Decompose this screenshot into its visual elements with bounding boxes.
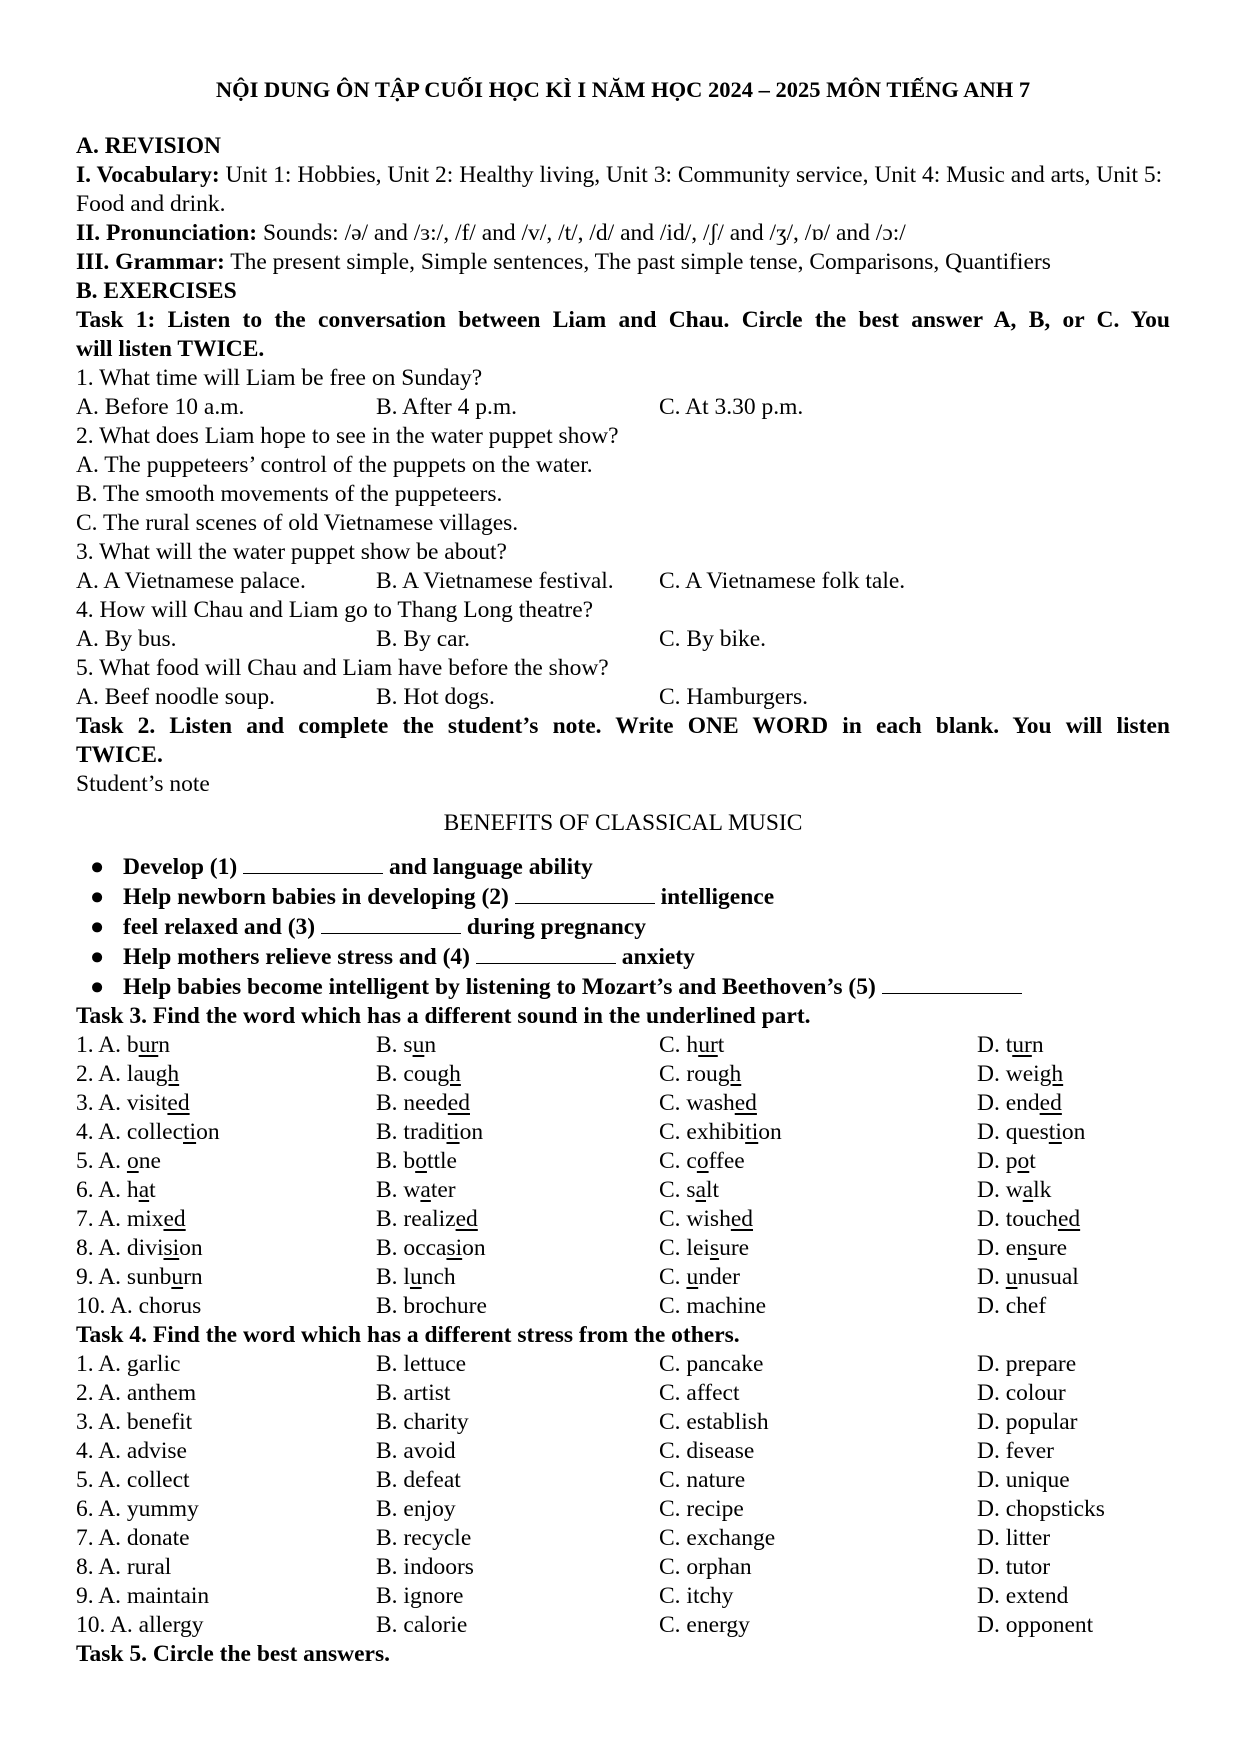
option-d[interactable]: D. prepare <box>977 1351 1077 1377</box>
blank-5[interactable] <box>882 975 1022 994</box>
task3-question-row <box>76 1205 1170 1234</box>
option-b[interactable]: B. realized <box>376 1206 478 1232</box>
task1-options-1 <box>76 393 1170 422</box>
underlined-part: ed <box>167 1090 190 1116</box>
task4-question-row <box>76 1524 1170 1553</box>
worksheet-page <box>76 68 1170 1669</box>
option-b[interactable]: B. tradition <box>376 1119 484 1145</box>
option-c[interactable]: C. hurt <box>659 1032 725 1058</box>
option-d[interactable]: D. touched <box>977 1206 1081 1232</box>
option-a[interactable]: 1. A. garlic <box>76 1351 181 1377</box>
task1-question-5: 5. What food will Chau and Liam have before the show? <box>76 655 609 681</box>
task4-question-row <box>76 1466 1170 1495</box>
note-bullet: ● Develop (1) and language ability <box>90 854 593 880</box>
underlined-part: u <box>171 1264 184 1290</box>
option-d[interactable]: D. chef <box>977 1293 1047 1319</box>
task4-question-row <box>76 1350 1170 1379</box>
option-c[interactable]: C. affect <box>659 1380 740 1406</box>
task4-question-row <box>76 1495 1170 1524</box>
option-c[interactable]: C. exhibition <box>659 1119 782 1145</box>
option-b[interactable]: B. defeat <box>376 1467 461 1493</box>
option-b[interactable]: B. Hot dogs. <box>376 684 495 710</box>
underlined-part: si <box>163 1235 180 1261</box>
option-a[interactable]: 9. A. maintain <box>76 1583 210 1609</box>
option-a[interactable]: 7. A. mixed <box>76 1206 186 1232</box>
underlined-part: ur <box>138 1032 159 1058</box>
option-c[interactable]: C. under <box>659 1264 740 1290</box>
option-b[interactable]: B. enjoy <box>376 1496 456 1522</box>
option-d[interactable]: D. turn <box>977 1032 1044 1058</box>
option-b[interactable]: B. artist <box>376 1380 451 1406</box>
task1-options-4 <box>76 625 1170 654</box>
pronunciation-label: II. Pronunciation: <box>76 220 258 246</box>
option-a[interactable]: 5. A. collect <box>76 1467 190 1493</box>
option-c[interactable]: C. orphan <box>659 1554 752 1580</box>
task2-heading-line1: Task 2. Listen and complete the student’s note. Write ONE WORD in each blank. You will listen <box>76 713 1170 739</box>
grammar-label: III. Grammar: <box>76 249 225 275</box>
bullet-icon: ● <box>90 884 105 910</box>
option-b[interactable]: B. lunch <box>376 1264 456 1290</box>
blank-1[interactable] <box>243 855 383 874</box>
option-a[interactable]: A. The puppeteers’ control of the puppets on the water. <box>76 452 593 478</box>
option-b[interactable]: B. lettuce <box>376 1351 467 1377</box>
underlined-part: ur <box>698 1032 718 1058</box>
option-d[interactable]: D. extend <box>977 1583 1069 1609</box>
option-c[interactable]: C. coffee <box>659 1148 745 1174</box>
section-b-heading: B. EXERCISES <box>76 278 237 304</box>
option-c[interactable]: C. At 3.30 p.m. <box>659 394 804 420</box>
option-c[interactable]: C. exchange <box>659 1525 776 1551</box>
vocabulary-text: Unit 1: Hobbies, Unit 2: Healthy living, Unit 3: Community service, Unit 4: Music and arts, Unit 5: Food and drink. <box>76 162 1163 217</box>
bullet-icon: ● <box>90 944 105 970</box>
option-a[interactable]: A. A Vietnamese palace. <box>76 568 306 594</box>
task3-question-row <box>76 1263 1170 1292</box>
underlined-part: gh <box>717 1061 742 1087</box>
task4-question-list <box>76 1350 1170 1640</box>
option-a[interactable]: 9. A. sunburn <box>76 1264 203 1290</box>
underlined-part: ur <box>1012 1032 1032 1058</box>
option-c[interactable]: C. salt <box>659 1177 720 1203</box>
task5-heading: Task 5. Circle the best answers. <box>76 1641 390 1667</box>
option-c[interactable]: C. A Vietnamese folk tale. <box>659 568 906 594</box>
option-d[interactable]: D. walk <box>977 1177 1052 1203</box>
option-b[interactable]: B. charity <box>376 1409 469 1435</box>
bullet-icon: ● <box>90 854 105 880</box>
underlined-part: ti <box>745 1119 759 1145</box>
option-d[interactable]: D. ensure <box>977 1235 1068 1261</box>
underlined-part: s <box>1027 1235 1038 1261</box>
blank-3[interactable] <box>321 915 461 934</box>
task4-question-row <box>76 1553 1170 1582</box>
underlined-part: ed <box>447 1090 470 1116</box>
option-c[interactable]: C. disease <box>659 1438 755 1464</box>
task1-heading-line2: will listen TWICE. <box>76 336 265 362</box>
option-b[interactable]: B. calorie <box>376 1612 468 1638</box>
pronunciation-text: Sounds: /ə/ and /ɜ:/, /f/ and /v/, /t/, /d/ and /id/, /ʃ/ and /ʒ/, /ɒ/ and /ɔ:/ <box>257 220 906 246</box>
pronunciation-line <box>76 219 1170 248</box>
option-a[interactable]: 8. A. rural <box>76 1554 172 1580</box>
option-a[interactable]: 5. A. one <box>76 1148 161 1174</box>
task1-options-5 <box>76 683 1170 712</box>
task1-question-4: 4. How will Chau and Liam go to Thang Long theatre? <box>76 597 594 623</box>
option-a[interactable]: 10. A. allergy <box>76 1612 204 1638</box>
option-b[interactable]: B. avoid <box>376 1438 456 1464</box>
option-c[interactable]: C. wished <box>659 1206 754 1232</box>
option-c[interactable]: C. The rural scenes of old Vietnamese villages. <box>76 510 519 536</box>
option-a[interactable]: 4. A. collection <box>76 1119 220 1145</box>
task2-heading-line2: TWICE. <box>76 742 163 768</box>
underlined-part: u <box>1005 1264 1018 1290</box>
vocabulary-label: I. Vocabulary: <box>76 162 220 188</box>
option-b[interactable]: B. sun <box>376 1032 437 1058</box>
task3-question-row <box>76 1031 1170 1060</box>
option-b[interactable]: B. indoors <box>376 1554 474 1580</box>
option-b[interactable]: B. bottle <box>376 1148 457 1174</box>
option-c[interactable]: C. washed <box>659 1090 757 1116</box>
grammar-text: The present simple, Simple sentences, The past simple tense, Comparisons, Quantifiers <box>224 249 1051 275</box>
option-d[interactable]: D. ended <box>977 1090 1062 1116</box>
option-c[interactable]: C. rough <box>659 1061 742 1087</box>
option-a[interactable]: 2. A. anthem <box>76 1380 197 1406</box>
option-d[interactable]: D. question <box>977 1119 1086 1145</box>
task3-question-row <box>76 1292 1170 1321</box>
task3-heading: Task 3. Find the word which has a different sound in the underlined part. <box>76 1003 811 1029</box>
underlined-part: u <box>409 1264 422 1290</box>
blank-2[interactable] <box>515 885 655 904</box>
bullet-icon: ● <box>90 914 105 940</box>
option-a[interactable]: 1. A. burn <box>76 1032 171 1058</box>
option-b[interactable]: B. By car. <box>376 626 470 652</box>
option-b[interactable]: B. The smooth movements of the puppeteers. <box>76 481 503 507</box>
option-b[interactable]: B. A Vietnamese festival. <box>376 568 614 594</box>
underlined-part: ti <box>183 1119 197 1145</box>
underlined-part: ti <box>1048 1119 1062 1145</box>
task4-question-row <box>76 1408 1170 1437</box>
task3-question-row <box>76 1118 1170 1147</box>
note-bullet: ● Help babies become intelligent by listening to Mozart’s and Beethoven’s (5) <box>76 972 1170 1002</box>
task1-question-1: 1. What time will Liam be free on Sunday? <box>76 365 483 391</box>
option-a[interactable]: 4. A. advise <box>76 1438 187 1464</box>
option-a[interactable]: A. By bus. <box>76 626 177 652</box>
underlined-part: ti <box>446 1119 460 1145</box>
option-c[interactable]: C. itchy <box>659 1583 734 1609</box>
section-a-heading: A. REVISION <box>76 133 221 159</box>
underlined-part: ed <box>1039 1090 1062 1116</box>
note-title: BENEFITS OF CLASSICAL MUSIC <box>443 810 803 836</box>
option-d[interactable]: D. weigh <box>977 1061 1064 1087</box>
option-c[interactable]: C. leisure <box>659 1235 750 1261</box>
option-b[interactable]: B. recycle <box>376 1525 472 1551</box>
task1-question-3: 3. What will the water puppet show be about? <box>76 539 507 565</box>
option-d[interactable]: D. unusual <box>977 1264 1079 1290</box>
bullet-icon: ● <box>90 974 105 1000</box>
option-d[interactable]: D. popular <box>977 1409 1078 1435</box>
task3-question-row <box>76 1147 1170 1176</box>
option-a[interactable]: 6. A. hat <box>76 1177 156 1203</box>
option-b[interactable]: B. occasion <box>376 1235 486 1261</box>
underlined-part: ed <box>1057 1206 1081 1232</box>
option-b[interactable]: B. After 4 p.m. <box>376 394 517 420</box>
option-b[interactable]: B. cough <box>376 1061 461 1087</box>
task1-question-2: 2. What does Liam hope to see in the water puppet show? <box>76 423 619 449</box>
task3-question-row <box>76 1176 1170 1205</box>
option-d[interactable]: D. fever <box>977 1438 1054 1464</box>
underlined-part: gh <box>155 1061 180 1087</box>
underlined-part: o <box>126 1148 139 1174</box>
underlined-part: s <box>709 1235 720 1261</box>
option-c[interactable]: C. Hamburgers. <box>659 684 809 710</box>
option-a[interactable]: 6. A. yummy <box>76 1496 199 1522</box>
underlined-part: u <box>686 1264 699 1290</box>
option-d[interactable]: D. unique <box>977 1467 1070 1493</box>
option-a[interactable]: 3. A. visited <box>76 1090 190 1116</box>
option-a[interactable]: 8. A. division <box>76 1235 203 1261</box>
underlined-part: a <box>695 1177 707 1203</box>
option-d[interactable]: D. opponent <box>977 1612 1094 1638</box>
underlined-part: ed <box>163 1206 186 1232</box>
page-title: NỘI DUNG ÔN TẬP CUỐI HỌC KÌ I NĂM HỌC 2024 – 2025 MÔN TIẾNG ANH 7 <box>215 77 1031 102</box>
option-b[interactable]: B. brochure <box>376 1293 487 1319</box>
option-b[interactable]: B. water <box>376 1177 456 1203</box>
option-d[interactable]: D. litter <box>977 1525 1051 1551</box>
task3-question-list <box>76 1031 1170 1321</box>
blank-4[interactable] <box>476 945 616 964</box>
vocabulary-line <box>76 161 1170 219</box>
option-d[interactable]: D. chopsticks <box>977 1496 1105 1522</box>
option-c[interactable]: C. machine <box>659 1293 767 1319</box>
underlined-part: gh <box>437 1061 461 1087</box>
note-bullet: ● Help newborn babies in developing (2) intelligence <box>90 884 775 910</box>
option-b[interactable]: B. ignore <box>376 1583 464 1609</box>
student-note-label: Student’s note <box>76 771 210 797</box>
option-a[interactable]: 3. A. benefit <box>76 1409 193 1435</box>
note-bullet-list <box>76 852 1170 1002</box>
option-d[interactable]: D. pot <box>977 1148 1036 1174</box>
task4-question-row <box>76 1379 1170 1408</box>
note-bullet: ● feel relaxed and (3) during pregnancy <box>90 914 646 940</box>
grammar-line <box>76 248 1170 277</box>
option-b[interactable]: B. needed <box>376 1090 470 1116</box>
option-a[interactable]: A. Beef noodle soup. <box>76 684 276 710</box>
option-d[interactable]: D. tutor <box>977 1554 1051 1580</box>
underlined-part: ed <box>734 1090 757 1116</box>
option-a[interactable]: 2. A. laugh <box>76 1061 180 1087</box>
underlined-part: ed <box>730 1206 754 1232</box>
task4-question-row <box>76 1437 1170 1466</box>
option-a[interactable]: 7. A. donate <box>76 1525 190 1551</box>
task4-question-row <box>76 1582 1170 1611</box>
option-c[interactable]: C. nature <box>659 1467 746 1493</box>
underlined-part: o <box>696 1148 709 1174</box>
option-c[interactable]: C. recipe <box>659 1496 744 1522</box>
underlined-part: o <box>415 1148 427 1174</box>
underlined-part: u <box>412 1032 425 1058</box>
option-c[interactable]: C. energy <box>659 1612 750 1638</box>
task3-question-row <box>76 1089 1170 1118</box>
underlined-part: o <box>1017 1148 1030 1174</box>
underlined-part: gh <box>1039 1061 1064 1087</box>
task1-options-3 <box>76 567 1170 596</box>
option-a[interactable]: A. Before 10 a.m. <box>76 394 245 420</box>
option-c[interactable]: C. pancake <box>659 1351 764 1377</box>
underlined-part: a <box>420 1177 431 1203</box>
underlined-part: si <box>446 1235 463 1261</box>
task3-question-row <box>76 1060 1170 1089</box>
task3-question-row <box>76 1234 1170 1263</box>
underlined-part: a <box>138 1177 150 1203</box>
note-bullet: ● Help mothers relieve stress and (4) anxiety <box>90 944 695 970</box>
option-d[interactable]: D. colour <box>977 1380 1066 1406</box>
underlined-part: a <box>1022 1177 1034 1203</box>
task1-heading-line1: Task 1: Listen to the conversation between Liam and Chau. Circle the best answer A, B, or C. You <box>76 307 1170 333</box>
underlined-part: ed <box>455 1206 478 1232</box>
task4-heading: Task 4. Find the word which has a different stress from the others. <box>76 1322 740 1348</box>
option-c[interactable]: C. establish <box>659 1409 769 1435</box>
option-a[interactable]: 10. A. chorus <box>76 1293 202 1319</box>
option-c[interactable]: C. By bike. <box>659 626 767 652</box>
task4-question-row <box>76 1611 1170 1640</box>
